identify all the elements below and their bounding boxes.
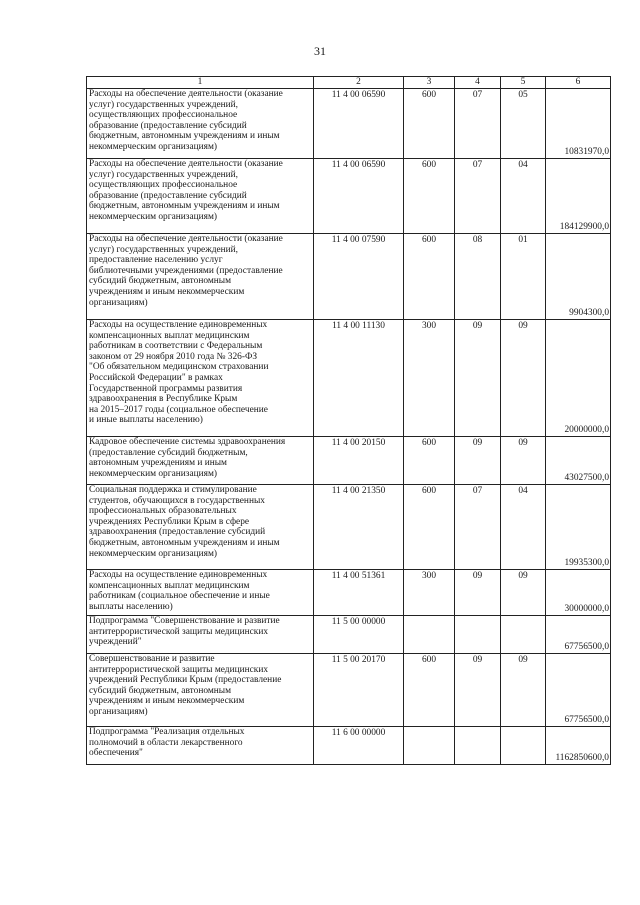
amount-value: 30000000,0 xyxy=(546,570,611,616)
column-header: 1 xyxy=(87,77,314,89)
budget-classification-code: 11 4 00 51361 xyxy=(314,570,404,616)
section-code xyxy=(455,727,501,765)
budget-classification-code: 11 5 00 20170 xyxy=(314,654,404,727)
section-code: 08 xyxy=(455,234,501,320)
table-row xyxy=(87,234,611,320)
subsection-code: 01 xyxy=(501,234,546,320)
expense-description: Расходы на осуществление единовременных компенсационных выплат медицинским работникам (социальное обеспечение и иные выплаты населению) xyxy=(87,570,314,616)
section-code xyxy=(455,616,501,654)
column-header: 6 xyxy=(546,77,611,89)
amount-value: 19935300,0 xyxy=(546,485,611,570)
section-code: 07 xyxy=(455,159,501,234)
table-row xyxy=(87,616,611,654)
section-code: 09 xyxy=(455,570,501,616)
budget-classification-code: 11 4 00 06590 xyxy=(314,159,404,234)
column-header: 3 xyxy=(404,77,455,89)
expense-description: Расходы на обеспечение деятельности (оказание услуг) государственных учреждений, предоставление населению услуг библиотечными учреждениями (предоставление субсидий бюджетным, автономным учреждениям и иным некоммерческим организациям) xyxy=(87,234,314,320)
expense-type-code: 600 xyxy=(404,654,455,727)
subsection-code xyxy=(501,616,546,654)
budget-classification-code: 11 4 00 20150 xyxy=(314,437,404,485)
subprogram-title: Подпрограмма "Реализация отдельных полномочий в области лекарственного обеспечения" xyxy=(87,727,314,765)
table-row xyxy=(87,89,611,159)
expense-description: Расходы на осуществление единовременных компенсационных выплат медицинским работникам в соответствии с Федеральным законом от 29 ноября 2010 года № 326-ФЗ "Об обязательном медицинском страховании Российской Федерации" в рамках Государственной программы развития здравоохранения в Республике Крым на 2015–2017 годы (социальное обеспечение и иные выплаты населению) xyxy=(87,320,314,437)
page-number: 31 xyxy=(314,44,326,58)
table-row xyxy=(87,159,611,234)
table-row xyxy=(87,437,611,485)
table-header-row xyxy=(87,77,611,89)
section-code: 07 xyxy=(455,485,501,570)
budget-classification-code: 11 6 00 00000 xyxy=(314,727,404,765)
column-header: 4 xyxy=(455,77,501,89)
subsection-code: 09 xyxy=(501,570,546,616)
expense-type-code: 600 xyxy=(404,159,455,234)
table-row xyxy=(87,320,611,437)
amount-value: 20000000,0 xyxy=(546,320,611,437)
amount-value: 9904300,0 xyxy=(546,234,611,320)
section-code: 09 xyxy=(455,437,501,485)
column-header: 5 xyxy=(501,77,546,89)
amount-value: 43027500,0 xyxy=(546,437,611,485)
amount-value: 67756500,0 xyxy=(546,616,611,654)
section-code: 09 xyxy=(455,654,501,727)
subprogram-title: Подпрограмма "Совершенствование и развитие антитеррористической защиты медицинских учреждений" xyxy=(87,616,314,654)
budget-classification-code: 11 4 00 06590 xyxy=(314,89,404,159)
expense-type-code: 600 xyxy=(404,485,455,570)
budget-classification-code: 11 5 00 00000 xyxy=(314,616,404,654)
expense-description: Расходы на обеспечение деятельности (оказание услуг) государственных учреждений, осуществляющих профессиональное образование (предоставление субсидий бюджетным, автономным учреждениям и иным некоммерческим организациям) xyxy=(87,89,314,159)
expense-type-code: 600 xyxy=(404,234,455,320)
subsection-code: 09 xyxy=(501,320,546,437)
expense-type-code: 600 xyxy=(404,437,455,485)
subsection-code: 09 xyxy=(501,654,546,727)
amount-value: 184129900,0 xyxy=(546,159,611,234)
subsection-code: 04 xyxy=(501,485,546,570)
budget-classification-code: 11 4 00 21350 xyxy=(314,485,404,570)
budget-classification-code: 11 4 00 11130 xyxy=(314,320,404,437)
expense-description: Совершенствование и развитие антитеррористической защиты медицинских учреждений Республики Крым (предоставление субсидий бюджетным, автономным учреждениям и иным некоммерческим организациям) xyxy=(87,654,314,727)
section-code: 07 xyxy=(455,89,501,159)
amount-value: 10831970,0 xyxy=(546,89,611,159)
subsection-code: 05 xyxy=(501,89,546,159)
budget-classification-code: 11 4 00 07590 xyxy=(314,234,404,320)
table-row xyxy=(87,727,611,765)
subsection-code: 09 xyxy=(501,437,546,485)
table-row xyxy=(87,570,611,616)
table-row xyxy=(87,654,611,727)
table-row xyxy=(87,485,611,570)
amount-value: 1162850600,0 xyxy=(546,727,611,765)
expense-description: Социальная поддержка и стимулирование студентов, обучающихся в государственных профессиональных образовательных учреждениях Республики Крым в сфере здравоохранения (предоставление субсидий бюджетным, автономным учреждениям и иным некоммерческим организациям) xyxy=(87,485,314,570)
expense-type-code: 300 xyxy=(404,320,455,437)
subsection-code xyxy=(501,727,546,765)
budget-table xyxy=(86,76,611,765)
expense-type-code xyxy=(404,727,455,765)
subsection-code: 04 xyxy=(501,159,546,234)
expense-type-code: 300 xyxy=(404,570,455,616)
expense-description: Расходы на обеспечение деятельности (оказание услуг) государственных учреждений, осуществляющих профессиональное образование (предоставление субсидий бюджетным, автономным учреждениям и иным некоммерческим организациям) xyxy=(87,159,314,234)
expense-description: Кадровое обеспечение системы здравоохранения (предоставление субсидий бюджетным, автономным учреждениям и иным некоммерческим организациям) xyxy=(87,437,314,485)
expense-type-code: 600 xyxy=(404,89,455,159)
section-code: 09 xyxy=(455,320,501,437)
expense-type-code xyxy=(404,616,455,654)
amount-value: 67756500,0 xyxy=(546,654,611,727)
column-header: 2 xyxy=(314,77,404,89)
